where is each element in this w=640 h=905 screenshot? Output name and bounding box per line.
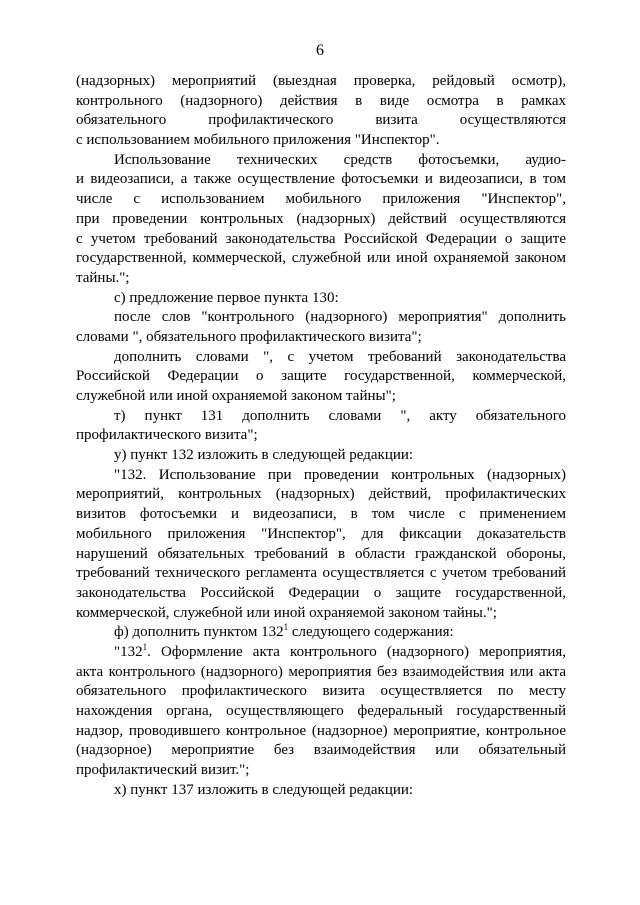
superscript: 1 xyxy=(142,641,148,652)
text-line xyxy=(76,92,566,112)
text-line-content: и видеозаписи, а также осуществление фотосъемки и видеозаписи, в том xyxy=(76,171,566,188)
text-line xyxy=(76,505,566,525)
text-line-content: требований технического регламента осуществляется с учетом требований xyxy=(76,565,566,582)
text-line-content: после слов "контрольного (надзорного) мероприятия" дополнить xyxy=(114,309,566,326)
text-line-content: нахождения органа, осуществляющего федеральный государственный xyxy=(76,703,566,719)
text-line xyxy=(76,545,566,565)
text-line xyxy=(76,781,566,801)
text-line xyxy=(76,308,566,328)
text-line xyxy=(76,663,566,683)
text-line-content: с использованием мобильного приложения "Инспектор". xyxy=(76,132,440,149)
text-line xyxy=(76,249,566,269)
text-line xyxy=(76,702,566,722)
text-line-content: акта контрольного (надзорного) мероприятия без взаимодействия или акта xyxy=(76,663,566,680)
text-line xyxy=(76,623,566,643)
text-line-content: законодательства Российской Федерации о защите государственной, xyxy=(76,584,566,601)
text-line-content: нарушений обязательных требований в области гражданской обороны, xyxy=(76,545,566,562)
text-line xyxy=(76,485,566,505)
document-body xyxy=(76,72,566,800)
text-line-content: государственной, коммерческой, служебной или иной охраняемой законом xyxy=(76,250,566,267)
text-line-content: контрольного (надзорного) действия в виде осмотра в рамках xyxy=(76,92,566,109)
text-line xyxy=(76,151,566,171)
text-line xyxy=(76,722,566,742)
text-line-content: Использование технических средств фотосъемки, аудио- xyxy=(114,151,566,168)
text-line xyxy=(76,190,566,210)
text-line-content: х) пункт 137 изложить в следующей редакции: xyxy=(114,781,414,798)
text-line-continuation: следующего содержания: xyxy=(288,624,454,641)
text-line xyxy=(76,72,566,92)
text-line xyxy=(76,348,566,368)
text-line xyxy=(76,466,566,486)
text-line-content: обязательного профилактического визита осуществляется по месту xyxy=(76,683,566,700)
text-line xyxy=(76,111,566,131)
text-line-content: профилактический визит."; xyxy=(76,762,250,779)
text-line xyxy=(76,604,566,624)
text-line-content: визитов фотосъемки и видеозаписи, в том числе с применением xyxy=(76,506,566,523)
text-line-content: с учетом требований законодательства Российской Федерации о защите xyxy=(76,230,566,247)
text-line-content: дополнить словами ", с учетом требований законодательства xyxy=(114,348,566,365)
text-line xyxy=(76,407,566,427)
text-line xyxy=(76,230,566,250)
text-line xyxy=(76,741,566,761)
text-line xyxy=(76,387,566,407)
text-line-content: Российской Федерации о защите государственной, коммерческой, xyxy=(76,368,566,385)
text-line xyxy=(76,367,566,387)
text-line xyxy=(76,761,566,781)
text-line-content: коммерческой, служебной или иной охраняемой законом тайны."; xyxy=(76,604,497,621)
text-line-content: обязательного профилактического визита осуществляются xyxy=(76,112,566,129)
text-line-content: (надзорное) мероприятие без взаимодействия или обязательный xyxy=(76,742,566,759)
text-line-content: (надзорных) мероприятий (выездная проверка, рейдовый осмотр), xyxy=(76,73,566,89)
text-line xyxy=(76,682,566,702)
page-number: 6 xyxy=(316,42,324,59)
superscript: 1 xyxy=(283,622,289,633)
text-line xyxy=(76,210,566,230)
text-line-content: служебной или иной охраняемой законом тайны"; xyxy=(76,388,396,404)
text-line-content: надзор, проводившего контрольное (надзорное) мероприятие, контрольное xyxy=(76,722,566,739)
text-line xyxy=(76,289,566,309)
text-line xyxy=(76,328,566,348)
text-line xyxy=(76,426,566,446)
text-line-content: тайны."; xyxy=(76,269,130,286)
text-line-content: т) пункт 131 дополнить словами ", акту обязательного xyxy=(114,407,566,424)
text-line-content: "132 xyxy=(114,643,143,660)
text-line xyxy=(76,564,566,584)
text-line-content: словами ", обязательного профилактического визита"; xyxy=(76,328,422,345)
text-line-content: ф) дополнить пунктом 132 xyxy=(114,624,284,641)
text-line-content: при проведении контрольных (надзорных) действий осуществляются xyxy=(76,210,566,227)
text-line-content: числе с использованием мобильного приложения "Инспектор", xyxy=(76,191,566,208)
text-line-content: мероприятий, контрольных (надзорных) действий, профилактических xyxy=(76,486,566,503)
text-line-content: "132. Использование при проведении контрольных (надзорных) xyxy=(114,466,566,483)
text-line xyxy=(76,643,566,663)
text-line-content: мобильного приложения "Инспектор", для фиксации доказательств xyxy=(76,525,566,542)
text-line xyxy=(76,525,566,545)
text-line-continuation: . Оформление акта контрольного (надзорного) мероприятия, xyxy=(147,643,566,660)
text-line xyxy=(76,131,566,151)
text-line-content: профилактического визита"; xyxy=(76,427,258,444)
text-line-content: у) пункт 132 изложить в следующей редакции: xyxy=(114,447,414,464)
text-line-content: с) предложение первое пункта 130: xyxy=(114,289,339,306)
text-line xyxy=(76,584,566,604)
text-line xyxy=(76,446,566,466)
text-line xyxy=(76,170,566,190)
text-line xyxy=(76,269,566,289)
